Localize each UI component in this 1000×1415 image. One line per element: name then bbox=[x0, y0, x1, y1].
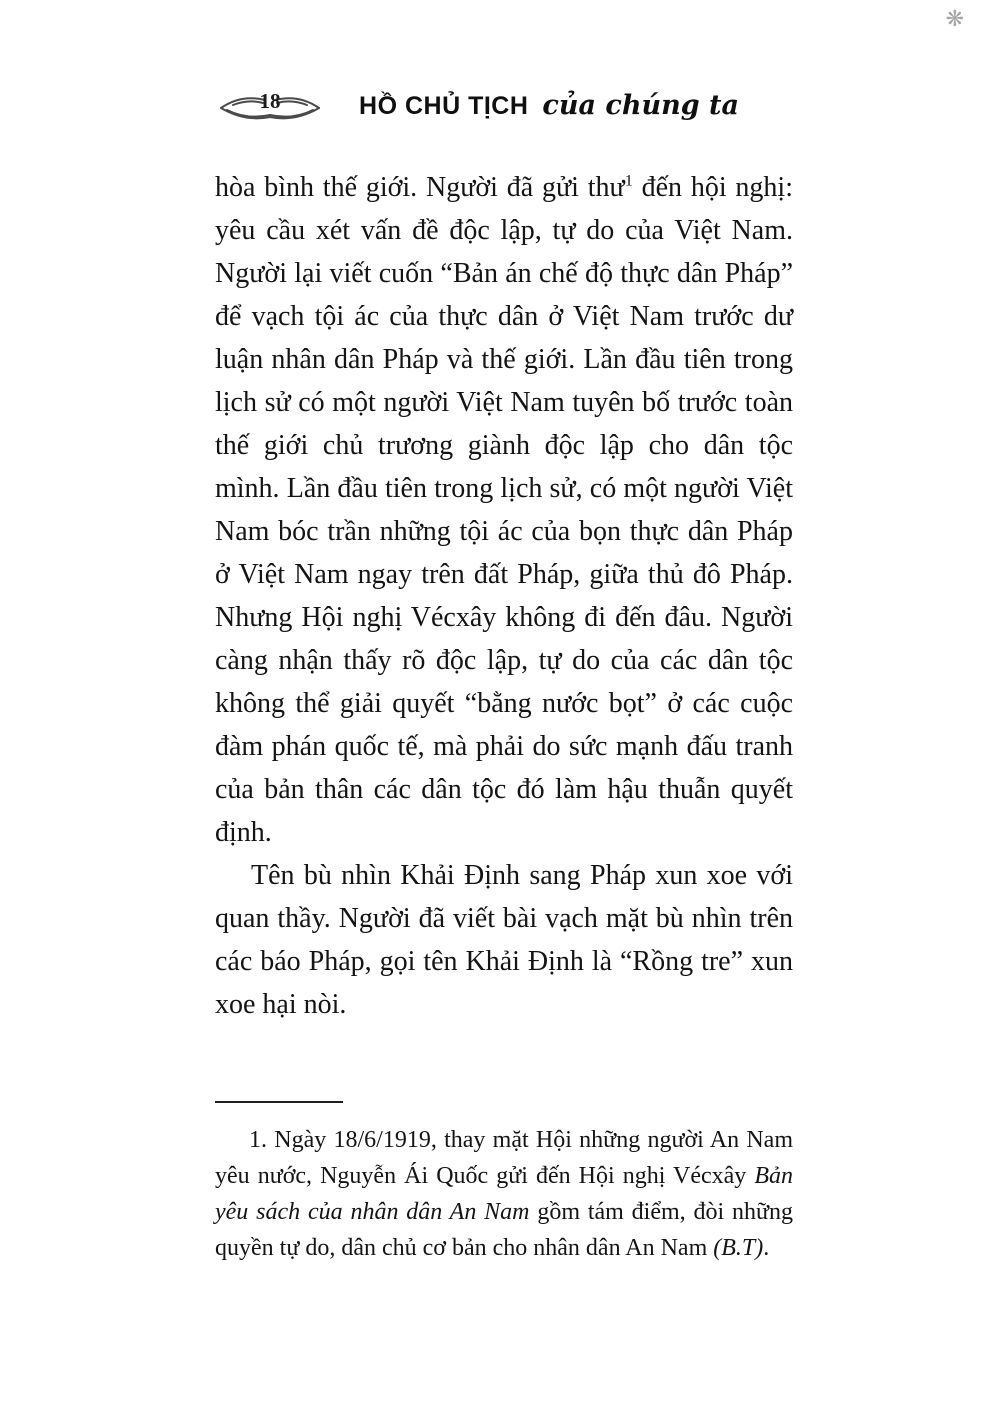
paragraph-1 bbox=[215, 166, 793, 854]
footnote-divider bbox=[215, 1101, 343, 1103]
running-title bbox=[325, 90, 793, 121]
footnote-reference: 1 bbox=[624, 171, 633, 190]
book-title-main: HỒ CHỦ TỊCH bbox=[359, 91, 529, 120]
footnote bbox=[215, 1122, 793, 1266]
flower-icon: ❋ bbox=[945, 6, 964, 31]
body-text bbox=[215, 166, 793, 1026]
page-number: 18 bbox=[259, 89, 281, 113]
paragraph-1-text: hòa bình thế giới. Người đã gửi thư bbox=[215, 172, 625, 203]
footnote-period: . bbox=[763, 1235, 770, 1261]
book-title-subtitle: của chúng ta bbox=[542, 89, 739, 121]
page-number-block bbox=[215, 82, 325, 128]
paragraph-1-text-continued: đến hội nghị: yêu cầu xét vấn đề độc lập, tự do của Việt Nam. Người lại viết cuốn “Bản án chế độ thực dân Pháp” để vạch tội ác của thực dân ở Việt Nam trước dư luận nhân dân Pháp và thế giới. Lần đầu tiên trong lịch sử có một người Việt Nam tuyên bố trước toàn thế giới chủ trương giành độc lập cho dân tộc mình. Lần đầu tiên trong lịch sử, có một người Việt Nam bóc trần những tội ác của bọn thực dân Pháp ở Việt Nam ngay trên đất Pháp, giữa thủ đô Pháp. Nhưng Hội nghị Vécxây không đi đến đâu. Người càng nhận thấy rõ độc lập, tự do của các dân tộc không thể giải quyết “bằng nước bọt” ở các cuộc đàm phán quốc tế, mà phải do sức mạnh đấu tranh của bản thân các dân tộc đó làm hậu thuẫn quyết định. bbox=[215, 172, 793, 848]
footnote-editor-mark: (B.T) bbox=[713, 1235, 764, 1261]
footnote-text-continued: gồm tám điểm, đòi những quyền tự do, dân chủ cơ bản cho nhân dân An Nam bbox=[215, 1199, 793, 1261]
paragraph-2: Tên bù nhìn Khải Định sang Pháp xun xoe với quan thầy. Người đã viết bài vạch mặt bù nhìn trên các báo Pháp, gọi tên Khải Định là “Rồng tre” xun xoe hại nòi. bbox=[215, 860, 793, 1020]
page-header bbox=[215, 80, 793, 130]
footnote-work-title: Bản yêu sách của nhân dân An Nam bbox=[215, 1163, 793, 1225]
footnote-text: 1. Ngày 18/6/1919, thay mặt Hội những người An Nam yêu nước, Nguyễn Ái Quốc gửi đến Hội nghị Vécxây bbox=[215, 1127, 793, 1189]
